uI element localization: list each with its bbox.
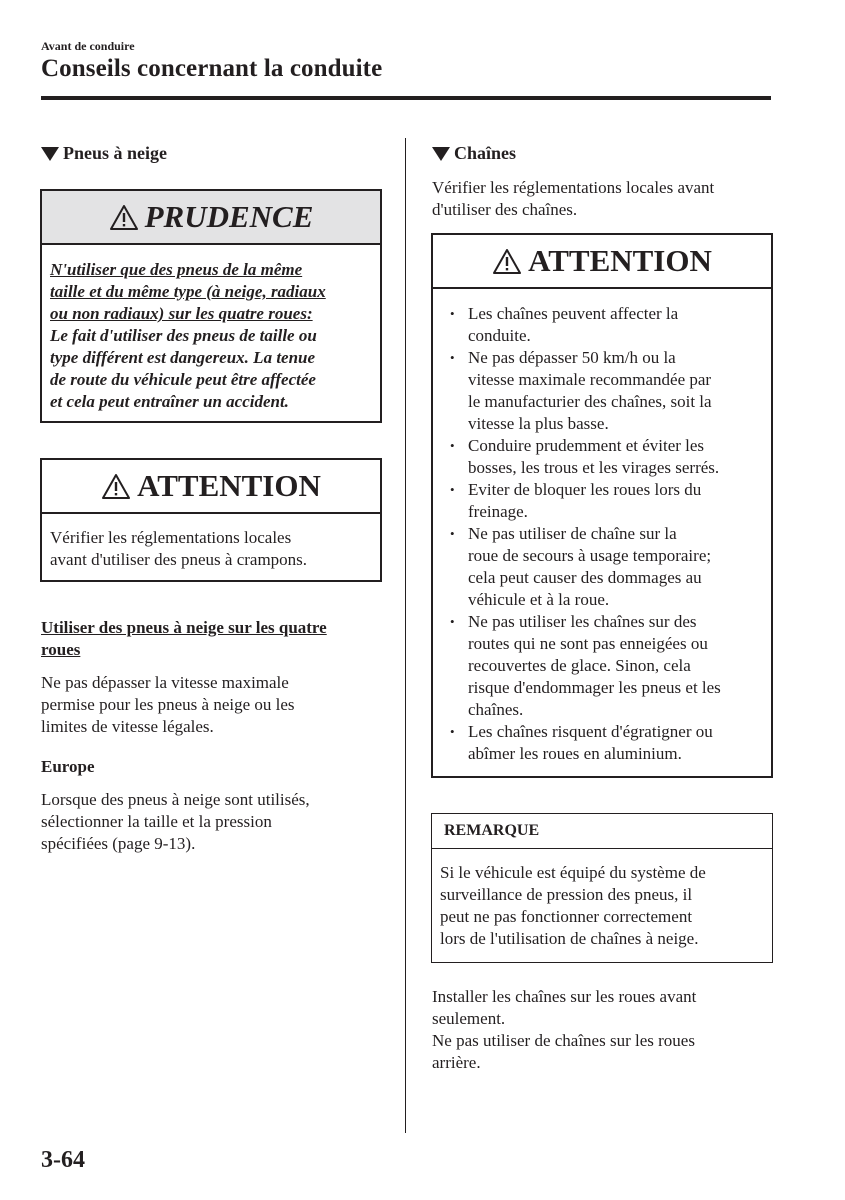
bullet-line: routes qui ne sont pas enneigées ou — [468, 634, 708, 653]
text-line: Ne pas utiliser de chaînes sur les roues — [432, 1031, 695, 1050]
prudence-line: N'utiliser que des pneus de la même — [50, 260, 303, 279]
prudence-line: de route du véhicule peut être affectée — [50, 370, 316, 389]
text-line: arrière. — [432, 1053, 481, 1072]
bullet-line: • Ne pas utiliser les chaînes sur des — [468, 612, 697, 631]
chains-outro — [432, 986, 696, 1074]
text-line: Vérifier les réglementations locales avant — [432, 178, 715, 197]
column-divider — [405, 138, 406, 1133]
europe-heading: Europe — [41, 757, 95, 776]
remark-text — [432, 849, 772, 950]
bullet-line: • Les chaînes peuvent affecter la — [468, 304, 679, 323]
text-line: sélectionner la taille et la pression — [41, 812, 272, 831]
attention-line: avant d'utiliser des pneus à crampons. — [50, 550, 308, 569]
attention-box-snow-tires — [40, 458, 382, 582]
bullet-line: risque d'endommager les pneus et les — [468, 678, 721, 697]
bullet-line: cela peut causer des dommages au — [468, 568, 702, 587]
text-line: Ne pas dépasser la vitesse maximale — [41, 673, 289, 692]
prudence-line: taille et du même type (à neige, radiaux — [50, 282, 326, 301]
bullet-line: • Ne pas dépasser 50 km/h ou la — [468, 348, 676, 367]
bullet-item — [433, 523, 771, 611]
europe-paragraph — [41, 789, 310, 855]
bullet-line: vitesse la plus basse. — [468, 414, 609, 433]
bullet-item — [433, 303, 771, 347]
bullet-line: chaînes. — [468, 700, 524, 719]
bullet-line: • Ne pas utiliser de chaîne sur la — [468, 524, 677, 543]
prudence-header — [42, 191, 380, 245]
attention-box-chains — [431, 233, 773, 778]
warning-triangle-icon — [101, 473, 131, 500]
bullet-line: bosses, les trous et les virages serrés. — [468, 458, 720, 477]
running-head: Avant de conduire — [41, 39, 135, 53]
bullet-line: le manufacturier des chaînes, soit la — [468, 392, 712, 411]
bullet-line: roue de secours à usage temporaire; — [468, 546, 712, 565]
speed-paragraph — [41, 672, 295, 738]
bullet-line: • Eviter de bloquer les roues lors du — [468, 480, 702, 499]
bullet-line: recouvertes de glace. Sinon, cela — [468, 656, 691, 675]
triangle-bullet-icon — [432, 147, 450, 161]
attention-header — [433, 235, 771, 289]
bullet-line: freinage. — [468, 502, 528, 521]
bullet-item — [433, 479, 771, 523]
text-line: limites de vitesse légales. — [41, 717, 214, 736]
remark-line: lors de l'utilisation de chaînes à neige. — [440, 929, 699, 948]
bullet-line: conduite. — [468, 326, 531, 345]
bullet-line: véhicule et à la roue. — [468, 590, 610, 609]
warning-triangle-icon — [492, 248, 522, 275]
bullet-item — [433, 721, 771, 765]
text-line: seulement. — [432, 1009, 506, 1028]
section-title: Pneus à neige — [63, 143, 168, 163]
prudence-line: type différent est dangereux. La tenue — [50, 348, 316, 367]
bullet-line: vitesse maximale recommandée par — [468, 370, 712, 389]
section-heading-snow-tires — [41, 143, 167, 164]
attention-header — [42, 460, 380, 514]
attention-label: ATTENTION — [528, 243, 712, 278]
text-line: Lorsque des pneus à neige sont utilisés, — [41, 790, 310, 809]
text-line: permise pour les pneus à neige ou les — [41, 695, 295, 714]
chains-bullet-list — [433, 289, 771, 765]
remark-box — [431, 813, 773, 963]
page-title: Conseils concernant la conduite — [41, 55, 383, 82]
prudence-line: et cela peut entraîner un accident. — [50, 392, 289, 411]
attention-label: ATTENTION — [137, 468, 321, 503]
remark-line: peut ne pas fonctionner correctement — [440, 907, 693, 926]
text-line: spécifiées (page 9-13). — [41, 834, 196, 853]
section-heading-chains — [432, 143, 516, 164]
subheading-line: Utiliser des pneus à neige sur les quatre — [41, 618, 327, 637]
remark-header: REMARQUE — [432, 814, 772, 849]
title-rule — [41, 96, 771, 100]
prudence-text — [42, 245, 380, 413]
prudence-line: ou non radiaux) sur les quatre roues: — [50, 304, 313, 323]
bullet-line: abîmer les roues en aluminium. — [468, 744, 682, 763]
text-line: Installer les chaînes sur les roues avant — [432, 987, 697, 1006]
page-number: 3-64 — [41, 1147, 85, 1173]
remark-line: Si le véhicule est équipé du système de — [440, 863, 706, 882]
subheading-four-wheels — [41, 617, 327, 661]
warning-triangle-icon — [109, 204, 139, 231]
prudence-line: Le fait d'utiliser des pneus de taille ou — [50, 326, 317, 345]
triangle-bullet-icon — [41, 147, 59, 161]
text-line: d'utiliser des chaînes. — [432, 200, 578, 219]
attention-line: Vérifier les réglementations locales — [50, 528, 292, 547]
bullet-item — [433, 347, 771, 435]
bullet-item — [433, 435, 771, 479]
remark-line: surveillance de pression des pneus, il — [440, 885, 693, 904]
chains-intro — [432, 177, 714, 221]
bullet-line: • Les chaînes risquent d'égratigner ou — [468, 722, 713, 741]
attention-text — [42, 514, 380, 571]
prudence-box — [40, 189, 382, 423]
subheading-line: roues — [41, 640, 81, 659]
bullet-line: • Conduire prudemment et éviter les — [468, 436, 705, 455]
prudence-label: PRUDENCE — [144, 199, 314, 234]
section-title: Chaînes — [454, 143, 517, 163]
bullet-item — [433, 611, 771, 721]
